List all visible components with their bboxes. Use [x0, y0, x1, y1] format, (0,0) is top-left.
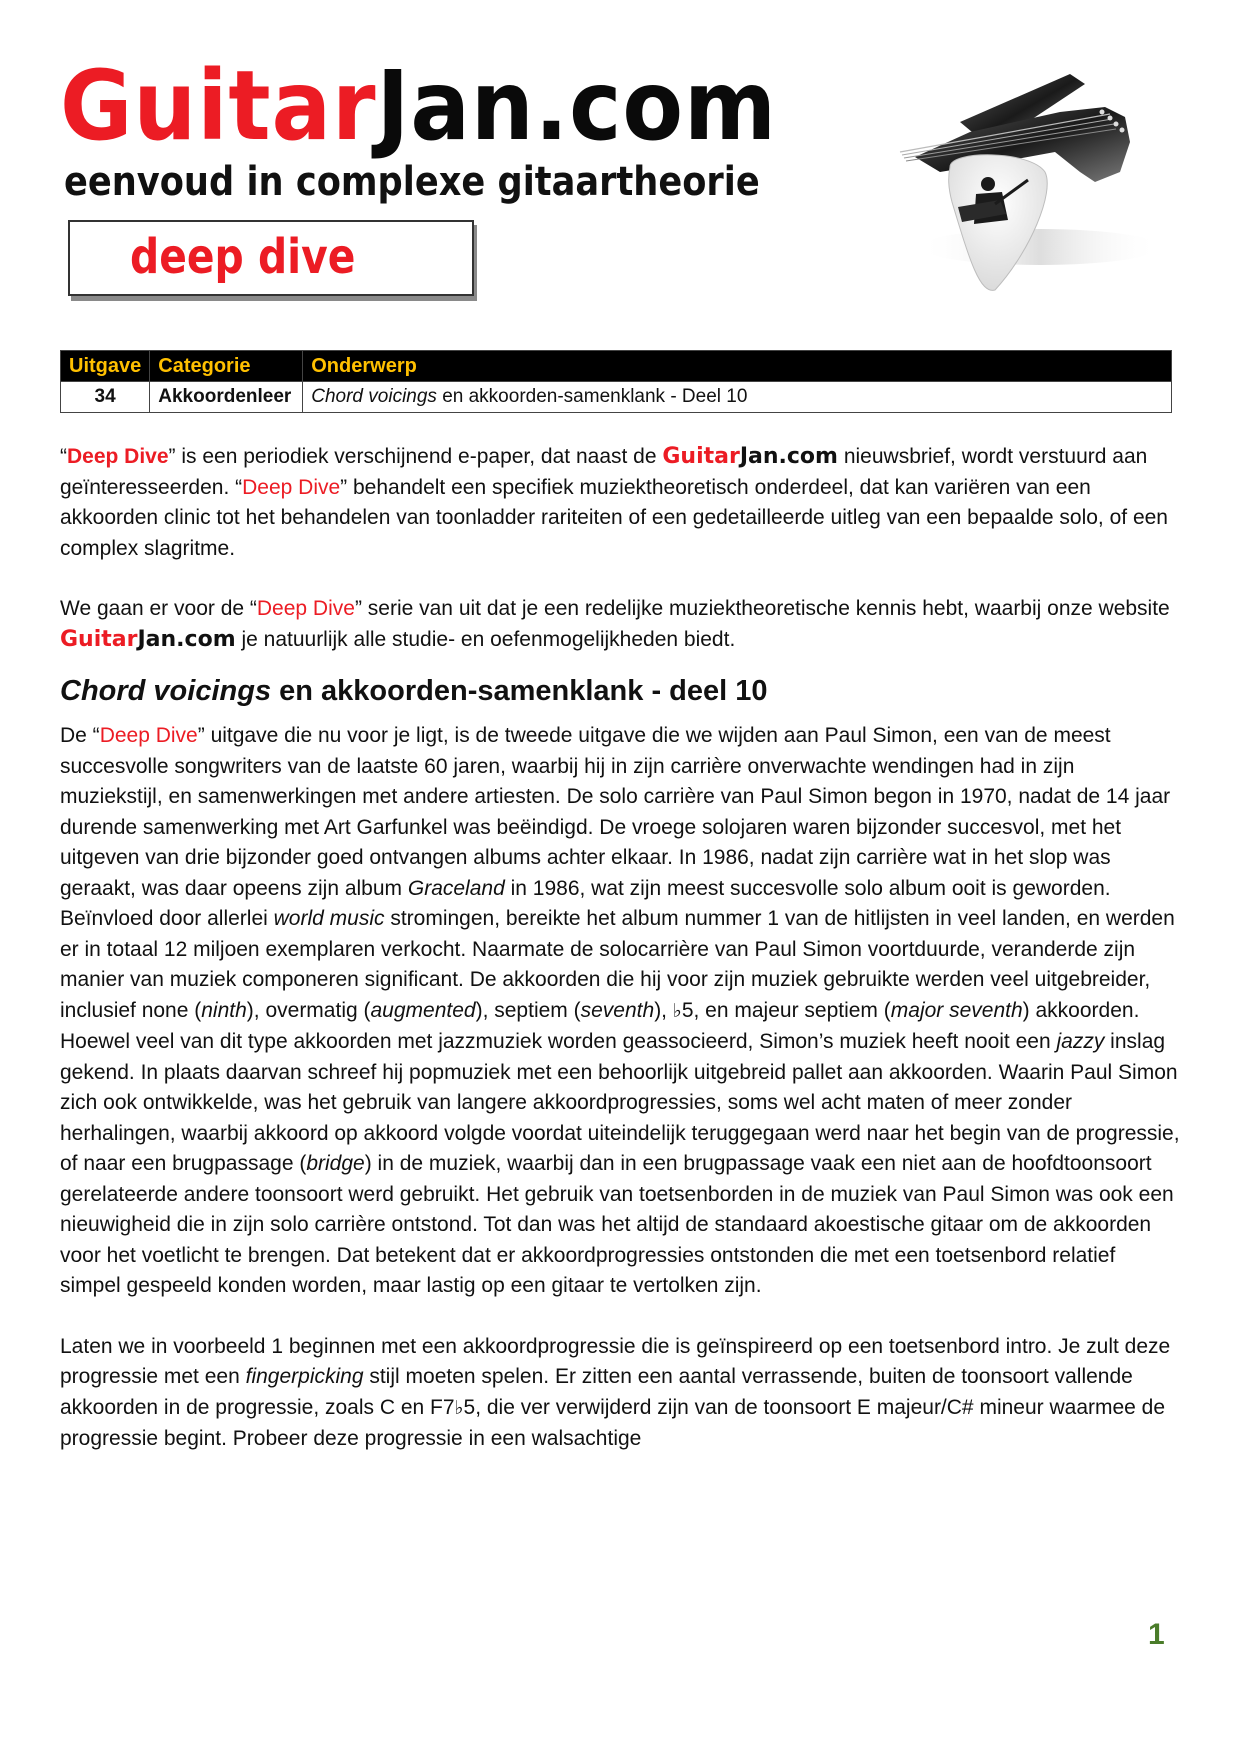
header-uitgave: Uitgave	[61, 351, 150, 382]
italic-term: ninth	[201, 998, 247, 1022]
italic-term: bridge	[306, 1152, 365, 1175]
cell-categorie: Akkoordenleer	[150, 382, 303, 413]
text: inslag gekend. In plaats daarvan schreef hij popmuziek met een behoorlijk uitgebreid pallet aan akkoorden. Waarin Paul Simon zich ook ontwikkelde, was het gebruik van langere akkoordprogressies, soms wel acht maten of meer zonder herhalingen, waarbij akkoord op akkoord volgde voordat uiteindelijk teruggegaan werd naar het begin van de progressie, of naar een brugpassage (	[60, 1030, 1180, 1175]
logo-jan: Jan.com	[137, 626, 236, 652]
deep-dive-brand: Deep Dive	[67, 445, 169, 468]
deep-dive-badge	[68, 220, 474, 296]
intro-paragraph-1	[60, 442, 1180, 564]
heading-italic: Chord voicings	[60, 675, 272, 707]
table-row	[61, 382, 1172, 413]
text: Laten we in voorbeeld 1 beginnen met een akkoordprogressie die is geïnspireerd op een toetsenbord intro. Je zult deze progressie met een	[60, 1334, 1171, 1388]
inline-guitarjan-logo	[662, 444, 838, 469]
text: ), septiem (	[475, 998, 581, 1022]
text: ” is een periodiek verschijnend e-paper, dat naast de	[168, 445, 663, 468]
onderwerp-italic: Chord voicings	[311, 386, 437, 407]
text: ), overmatig (	[246, 998, 371, 1022]
logo-jan: Jan.com	[376, 50, 777, 162]
text: stijl moeten spelen. Er zitten een aantal verrassende, buiten de toonsoort vallende akkoorden in de progressie, zoals C en F7	[60, 1365, 1133, 1419]
text: We gaan er voor de “	[60, 597, 257, 620]
text: De “	[60, 724, 100, 747]
logo-guitar: Guitar	[662, 444, 740, 469]
table-header-row	[61, 351, 1172, 382]
text: ” serie van uit dat je een redelijke muziektheoretische kennis hebt, waarbij onze website	[354, 597, 1170, 620]
text: “	[60, 445, 67, 468]
flat-symbol-icon: ♭	[454, 1397, 464, 1419]
heading-rest: en akkoorden-samenklank - deel 10	[271, 675, 768, 707]
guitar-icon	[880, 62, 1180, 332]
flat-symbol-icon: ♭	[672, 1000, 682, 1022]
italic-term: Graceland	[407, 876, 505, 900]
italic-term: major seventh	[890, 998, 1023, 1022]
text: ” behandelt een specifiek muziektheoretisch onderdeel, dat kan variëren van een akkoorden clinic tot het behandelen van toonladder rariteiten of een gedetailleerde uitleg van een bepaalde solo, of een complex slagritme.	[60, 475, 1168, 560]
logo-guitar: Guitar	[60, 626, 138, 652]
inline-guitarjan-logo	[60, 627, 236, 652]
italic-term: seventh	[580, 998, 655, 1022]
text: ),	[654, 998, 673, 1022]
italic-term: fingerpicking	[245, 1365, 364, 1388]
onderwerp-rest: en akkoorden-samenklank - Deel 10	[436, 386, 748, 407]
cell-uitgave: 34	[61, 382, 150, 413]
page-number: 1	[1148, 1618, 1165, 1651]
site-logo	[60, 50, 777, 162]
cell-onderwerp	[303, 382, 1172, 413]
deep-dive-brand: Deep Dive	[99, 724, 198, 747]
italic-term: augmented	[370, 998, 476, 1022]
body-paragraph-2	[60, 1332, 1180, 1455]
deep-dive-brand: Deep Dive	[256, 597, 355, 620]
body-paragraph-1	[60, 721, 1180, 1302]
deep-dive-brand: Deep Dive	[242, 475, 341, 499]
section-heading	[60, 673, 1180, 709]
text: ) akkoorden. Hoewel veel van dit type akkoorden met jazzmuziek worden geassocieerd, Simon’s muziek heeft nooit een	[60, 998, 1140, 1053]
logo-guitar: Guitar	[60, 50, 377, 162]
text: 5, en majeur septiem (	[681, 998, 891, 1022]
text: je natuurlijk alle studie- en oefenmogelijkheden biedt.	[235, 627, 736, 651]
masthead	[60, 50, 880, 308]
issue-info-table	[60, 350, 1172, 413]
header-onderwerp: Onderwerp	[303, 351, 1172, 382]
deep-dive-label: deep dive	[130, 229, 356, 285]
article-content	[60, 442, 1180, 1455]
text: in 1986, wat zijn meest succesvolle solo album ooit is geworden. Beïnvloed door allerlei	[60, 876, 1111, 930]
italic-term: world music	[273, 907, 385, 930]
text: ” uitgave die nu voor je ligt, is de tweede uitgave die we wijden aan Paul Simon, een van de meest succesvolle songwriters van de laatste 60 jaren, waarbij hij in zijn carrière onverwachte wendingen had in zijn muziekstijl, en samenwerkingen met andere artiesten. De solo carrière van Paul Simon begon in 1970, nadat de 14 jaar durende samenwerking met Art Garfunkel was beëindigd. De vroege solojaren waren bijzonder succesvol, met het uitgeven van drie bijzonder goed ontvangen albums achter elkaar. In 1986, nadat zijn carrière wat in het slop was geraakt, was daar opeens zijn album	[60, 724, 1171, 900]
text: stromingen, bereikte het album nummer 1 van de hitlijsten in veel landen, en werden er in totaal 12 miljoen exemplaren verkocht. Naarmate de solocarrière van Paul Simon voortduurde, veranderde zijn manier van muziek componeren significant. De akkoorden die hij voor zijn muziek gebruikte werden veel uitgebreider, inclusief none (	[60, 907, 1175, 1022]
guitar-pick-illustration	[880, 62, 1180, 332]
text: ) in de muziek, waarbij dan in een brugpassage vaak een niet aan de hoofdtoonsoort gerelateerde andere toonsoort werd gebruikt. Het gebruik van toetsenborden in de muziek van Paul Simon was ook een nieuwigheid die in zijn solo carrière ontstond. Tot dan was het altijd de standaard akoestische gitaar om de akkoorden voor het voetlicht te brengen. Dat betekent dat er akkoordprogressies ontstonden die met een toetsenbord relatief simpel gespeeld konden worden, maar lastig op een gitaar te vertolken zijn.	[60, 1152, 1174, 1297]
text: nieuwsbrief, wordt verstuurd aan geïnteresseerden. “	[60, 445, 1148, 499]
logo-jan: Jan.com	[739, 444, 838, 469]
intro-paragraph-2	[60, 594, 1180, 655]
italic-term: jazzy	[1056, 1030, 1105, 1053]
header-categorie: Categorie	[150, 351, 303, 382]
text: 5, die ver verwijderd zijn van de toonsoort E majeur/C# mineur waarmee de progressie begint. Probeer deze progressie in een walsachtige	[60, 1395, 1166, 1450]
tagline: eenvoud in complexe gitaartheorie	[64, 159, 760, 205]
